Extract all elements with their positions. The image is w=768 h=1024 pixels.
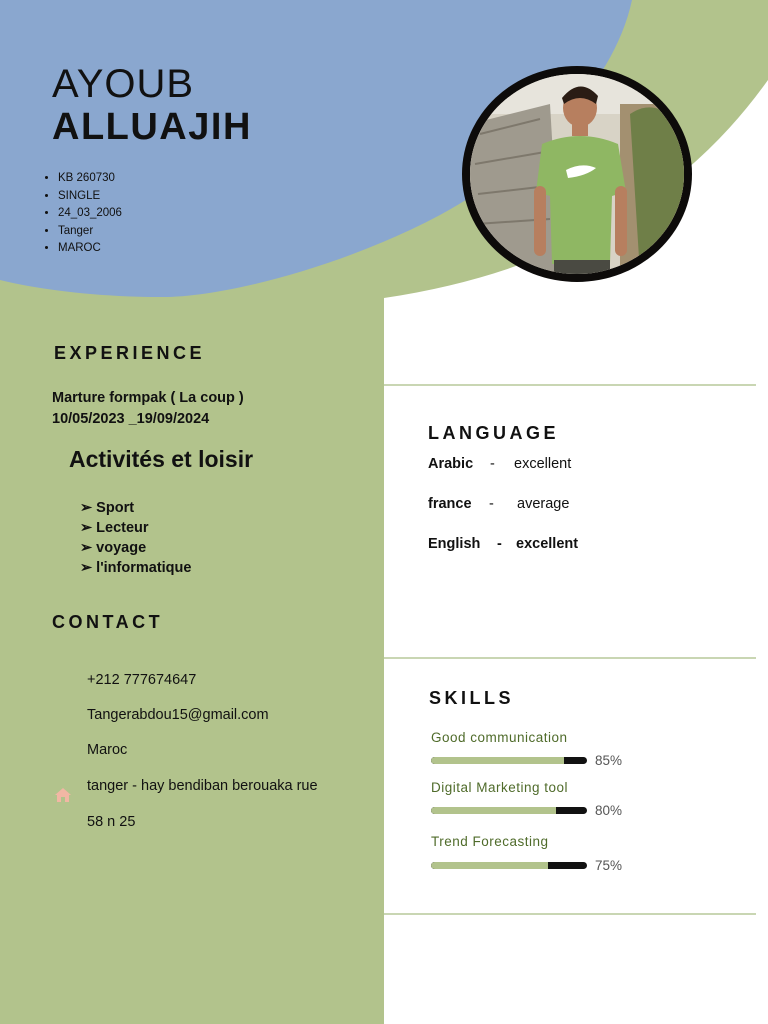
language-level: excellent — [516, 536, 579, 552]
language-dash: - — [490, 456, 495, 472]
personal-info-list — [40, 170, 122, 258]
language-level: excellent — [514, 456, 572, 472]
activity-item: ➢ voyage — [80, 540, 147, 556]
contact-phone: +212 777674647 — [87, 672, 197, 688]
contact-title: CONTACT — [52, 612, 164, 632]
first-name: AYOUB — [52, 62, 195, 106]
last-name: ALLUAJIH — [52, 106, 252, 148]
divider — [384, 384, 756, 386]
skill-label: Good communication — [431, 730, 568, 745]
language-dash: - — [489, 496, 494, 512]
skill-bar-fill — [431, 757, 564, 764]
home-icon — [54, 787, 72, 803]
info-item: • Tanger — [58, 223, 122, 241]
info-item: • KB 260730 — [58, 170, 122, 188]
info-item: • 24_03_2006 — [58, 205, 122, 223]
activity-item: ➢ l'informatique — [80, 560, 192, 576]
experience-dates: 10/05/2023 _19/09/2024 — [52, 411, 210, 427]
skill-bar — [431, 807, 587, 814]
language-dash: - — [497, 536, 502, 552]
divider — [384, 657, 756, 659]
contact-email: Tangerabdou15@gmail.com — [87, 707, 269, 723]
language-name: france — [428, 496, 472, 512]
info-item: • MAROC — [58, 240, 122, 258]
language-level: average — [517, 496, 570, 512]
info-item: • SINGLE — [58, 188, 122, 206]
skill-percent: 85% — [595, 753, 623, 768]
skill-label: Trend Forecasting — [431, 834, 549, 849]
language-name: English — [428, 536, 481, 552]
profile-photo-image — [470, 74, 684, 274]
skills-title: SKILLS — [429, 688, 515, 708]
skill-label: Digital Marketing tool — [431, 780, 569, 795]
contact-country: Maroc — [87, 742, 128, 758]
contact-address-line2: 58 n 25 — [87, 814, 136, 830]
language-name: Arabic — [428, 456, 474, 472]
skill-bar-fill — [431, 862, 548, 869]
activities-list — [80, 498, 191, 578]
experience-company: Marture formpak ( La coup ) — [52, 390, 244, 406]
divider — [384, 913, 756, 915]
activities-title: Activités et loisir — [69, 446, 254, 472]
profile-photo — [462, 66, 692, 282]
skill-percent: 75% — [595, 858, 623, 873]
experience-title: EXPERIENCE — [54, 343, 206, 363]
skill-bar — [431, 757, 587, 764]
activity-item: ➢ Lecteur — [80, 520, 149, 536]
contact-address-line1: tanger - hay bendiban berouaka rue — [87, 778, 318, 794]
skill-bar-fill — [431, 807, 556, 814]
language-title: LANGUAGE — [428, 423, 559, 443]
skill-bar — [431, 862, 587, 869]
skill-percent: 80% — [595, 803, 623, 818]
activity-item: ➢ Sport — [80, 500, 135, 516]
